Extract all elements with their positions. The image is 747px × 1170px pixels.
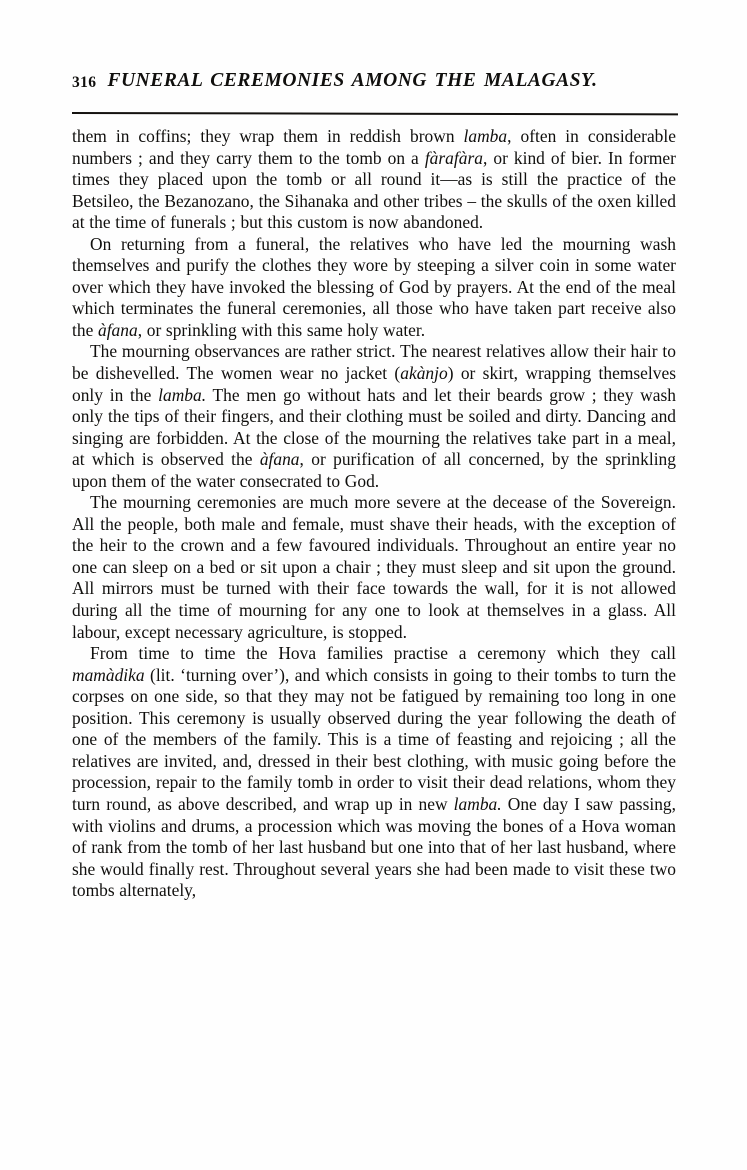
paragraph: On returning from a funeral, the relatives who have led the mourning wash themselves and purify the clothes they wore by steeping a silver coin in some water over which they have invoked the blessing of God by prayers. At the end of the meal which terminates the funeral ceremonies, all those who have taken part receive also the àfana, or sprinkling with this same holy water.: [72, 233, 676, 340]
paragraph: them in coffins; they wrap them in reddish brown lamba, often in considerable numbers ; and they carry them to the tomb on a fàrafàra, or kind of bier. In former times they placed upon the tomb or all round it—as is still the practice of the Betsileo, the Bezanozano, the Sihanaka and other tribes – the skulls of the oxen killed at the time of funerals ; but this custom is now abandoned.: [72, 126, 676, 233]
page-number: 316: [72, 74, 97, 91]
paragraph: From time to time the Hova families practise a ceremony which they call mamàdika (lit. ‘turning over’), and which consists in going to their tombs to turn the corpses on one side, so that they may not be fatigued by remaining too long in one position. This ceremony is usually observed during the year following the death of one of the members of the family. This is a time of feasting and rejoicing ; all the relatives are invited, and, dressed in their best clothing, with music going before the procession, repair to the family tomb in order to visit their dead relations, whom they turn round, as above described, and wrap up in new lamba. One day I saw passing, with violins and drums, a procession which was moving the bones of a Hova woman of rank from the tomb of her last husband but one into that of her last husband, where she would finally rest. Throughout several years she had been made to visit these two tombs alternately,: [72, 643, 677, 901]
running-head-title: FUNERAL CEREMONIES AMONG THE MALAGASY.: [107, 70, 598, 91]
header-rule-divider: [72, 112, 678, 115]
running-head: [72, 70, 678, 100]
body-text-block: [72, 126, 676, 902]
paragraph: The mourning observances are rather strict. The nearest relatives allow their hair to be dishevelled. The women wear no jacket (akànjo) or skirt, wrapping themselves only in the lamba. The men go without hats and let their beards grow ; they wash only the tips of their fingers, and their clothing must be soiled and dirty. Dancing and singing are forbidden. At the close of the mourning the relatives take part in a meal, at which is observed the àfana, or purification of all concerned, by the sprinkling upon them of the water consecrated to God.: [72, 341, 677, 491]
paragraph: The mourning ceremonies are much more severe at the decease of the Sovereign. All the people, both male and female, must shave their heads, with the exception of the heir to the crown and a few favoured individuals. Throughout an entire year no one can sleep on a bed or sit upon a chair ; they must sleep and sit upon the ground. All mirrors must be turned with their face towards the wall, for it is not allowed during all the time of mourning for any one to look at themselves in a glass. All labour, except necessary agriculture, is stopped.: [72, 492, 676, 642]
